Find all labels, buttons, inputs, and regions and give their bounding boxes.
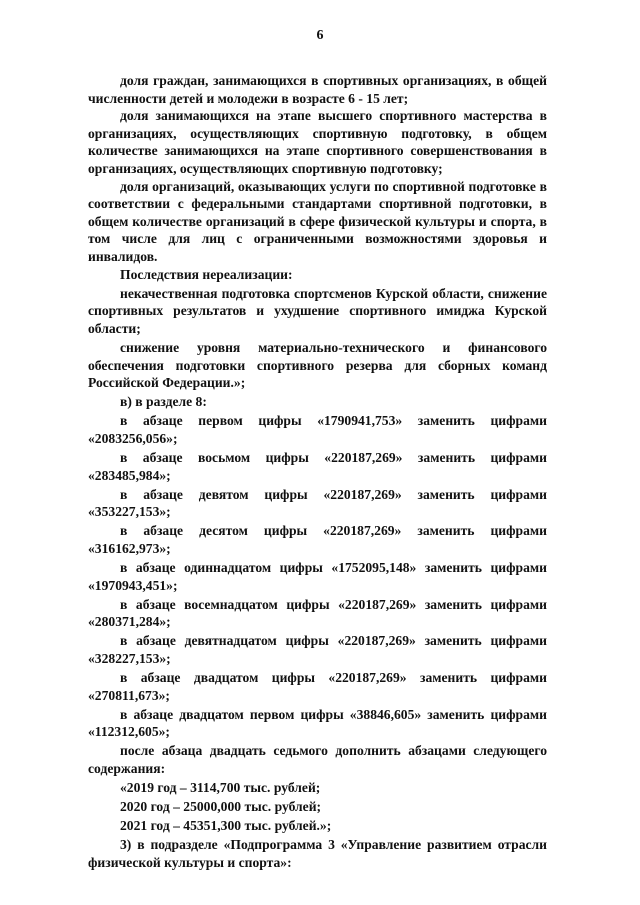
paragraph-amendment-20: в абзаце двадцатом цифры «220187,269» заменить цифрами «270811,673»; [88, 670, 547, 703]
paragraph-consequence-training: некачественная подготовка спортсменов Курской области, снижение спортивных результатов и ухудшение спортивного имиджа Курской области; [88, 285, 547, 336]
paragraph-addition-intro: после абзаца двадцать седьмого дополнить абзацами следующего содержания: [88, 743, 547, 777]
paragraph-consequence-funding: снижение уровня материально-технического и финансового обеспечения подготовки спортивного резерва для сборных команд Российской Федерации.»; [88, 339, 547, 391]
paragraph-amendment-10: в абзаце десятом цифры «220187,269» заменить цифрами «316162,973»; [88, 523, 547, 556]
paragraph-year-2021: 2021 год – 45351,300 тыс. рублей.»; [120, 818, 332, 834]
paragraph-amendment-9: в абзаце девятом цифры «220187,269» заменить цифрами «353227,153»; [88, 486, 547, 520]
paragraph-amendment-1: в абзаце первом цифры «1790941,753» заменить цифрами «2083256,056»; [88, 413, 547, 446]
paragraph-amendment-11: в абзаце одиннадцатом цифры «1752095,148» заменить цифрами «1970943,451»; [88, 560, 547, 593]
paragraph-consequences-heading: Последствия нереализации: [120, 266, 293, 282]
paragraph-year-2019: «2019 год – 3114,700 тыс. рублей; [120, 780, 321, 796]
document-body [88, 72, 547, 872]
paragraph-subprogram-3: 3) в подразделе «Подпрограмма 3 «Управление развитием отрасли физической культуры и спорта»: [88, 837, 547, 871]
paragraph-amendment-18: в абзаце восемнадцатом цифры «220187,269» заменить цифрами «280371,284»; [88, 596, 547, 630]
paragraph-sports-org-share: доля граждан, занимающихся в спортивных организациях, в общей численности детей и молодежи в возрасте 6 - 15 лет; [88, 73, 547, 106]
paragraph-amendment-19: в абзаце девятнадцатом цифры «220187,269» заменить цифрами «328227,153»; [88, 633, 547, 666]
page-number: 6 [316, 28, 324, 43]
paragraph-year-2020: 2020 год – 25000,000 тыс. рублей; [120, 799, 322, 815]
paragraph-amendment-8: в абзаце восьмом цифры «220187,269» заменить цифрами «283485,984»; [88, 449, 547, 483]
paragraph-higher-mastery-share: доля занимающихся на этапе высшего спортивного мастерства в организациях, осуществляющих спортивную подготовку, в общем количестве занимающихся на этапе спортивного совершенствования в организациях, осуществляющих спортивную подготовку; [88, 108, 547, 176]
paragraph-section-8: в) в разделе 8: [120, 394, 207, 410]
paragraph-amendment-21: в абзаце двадцатом первом цифры «38846,605» заменить цифрами «112312,605»; [88, 706, 547, 740]
paragraph-organizations-share: доля организаций, оказывающих услуги по спортивной подготовке в соответствии с федеральными стандартами спортивной подготовки, в общем количестве организаций в сфере физической культуры и спорта, в том числе для лиц с ограниченными возможностями здоровья и инвалидов. [88, 178, 547, 264]
